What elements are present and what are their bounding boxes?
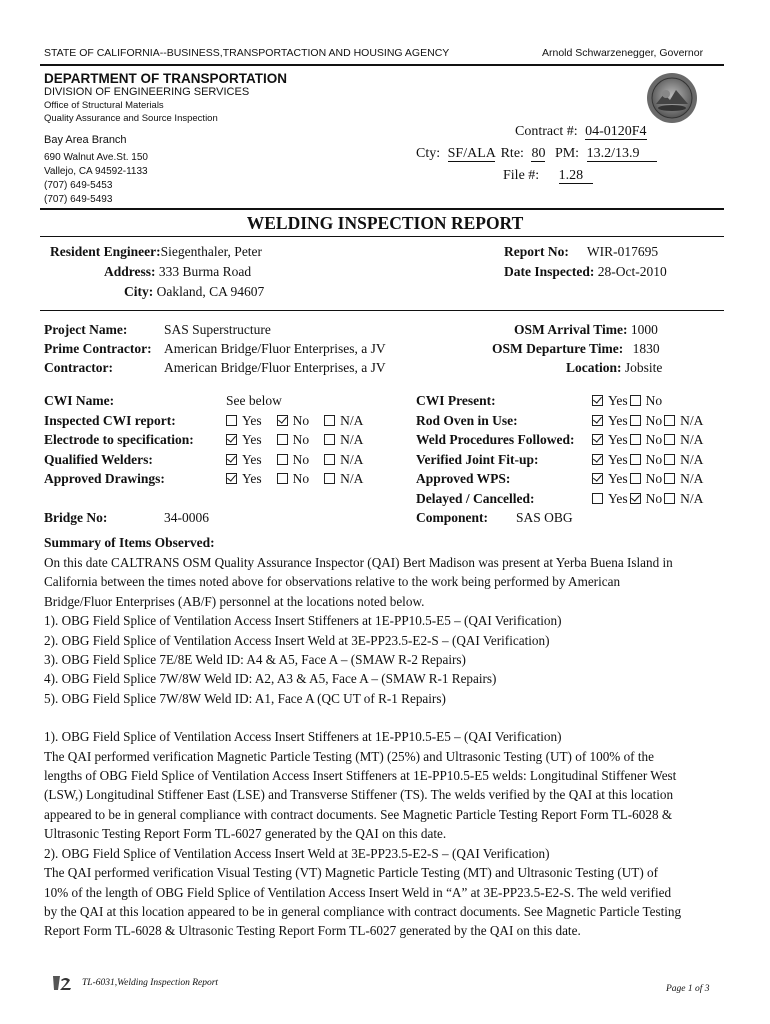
file-label: File #: [503, 168, 540, 183]
right-check-2-na-label: N/A [680, 432, 704, 447]
right-check-3-yes-checkbox[interactable] [592, 454, 603, 465]
left-check-1-na-checkbox[interactable] [324, 415, 335, 426]
prime-value: American Bridge/Fluor Enterprises, a JV [164, 341, 386, 356]
arrival-value: 1000 [630, 322, 658, 337]
file-value: 1.28 [559, 168, 594, 184]
city-value: Oakland, CA 94607 [156, 284, 265, 299]
right-check-3-yes-label: Yes [608, 451, 628, 467]
left-check-label-1: Inspected CWI report: [44, 412, 176, 428]
summary-item-4: 4). OBG Field Splice 7W/8W Weld ID: A2, A3 & A5, Face A – (SMAW R-1 Repairs) [44, 671, 497, 687]
left-check-label-0: CWI Name: [44, 393, 115, 408]
pm-label: PM: [554, 146, 580, 161]
left-check-2-yes-label: Yes [242, 432, 262, 447]
left-check-3-na-checkbox[interactable] [324, 454, 335, 465]
agency-line: STATE OF CALIFORNIA--BUSINESS,TRANSPORTACTION AND HOUSING AGENCY [44, 47, 450, 59]
file-row [503, 168, 593, 184]
contract-label: Contract #: [515, 124, 578, 139]
engineer-row [50, 244, 262, 260]
left-check-2-na-label: N/A [340, 432, 364, 447]
contractor-value: American Bridge/Fluor Enterprises, a JV [164, 360, 386, 375]
left-check-3-yes-label: Yes [242, 451, 262, 467]
location-value: Jobsite [624, 360, 663, 375]
rte-label: Rte: [500, 146, 524, 161]
left-check-3-no-label: No [292, 451, 310, 467]
arrival-label: OSM Arrival Time: [514, 322, 628, 337]
rte-value: 80 [531, 146, 546, 161]
left-check-label-2: Electrode to specification: [44, 432, 194, 447]
city-row [124, 284, 264, 300]
right-check-2-no-label: No [645, 432, 663, 447]
left-check-4-na-checkbox[interactable] [324, 473, 335, 484]
right-check-2-na-checkbox[interactable] [664, 434, 675, 445]
cty-label: Cty: [416, 146, 441, 161]
right-check-3-na-label: N/A [680, 451, 704, 467]
division-name: DIVISION OF ENGINEERING SERVICES [44, 86, 250, 98]
right-check-5-na-checkbox[interactable] [664, 493, 675, 504]
date-row [504, 264, 667, 280]
branch-phone-1: (707) 649-5453 [44, 180, 113, 191]
left-check-4-na-label: N/A [340, 471, 364, 486]
right-check-3-no-checkbox[interactable] [630, 454, 641, 465]
title-rule-bottom [40, 236, 724, 237]
page-number: Page 1 of 3 [666, 984, 710, 994]
summary-item-1: 1). OBG Field Splice of Ventilation Access Insert Stiffeners at 1E-PP10.5-E5 – (QAI Verification) [44, 613, 562, 629]
summary-heading: Summary of Items Observed: [44, 535, 215, 550]
qa-name: Quality Assurance and Source Inspection [44, 113, 218, 124]
right-check-2-yes-label: Yes [608, 432, 628, 447]
right-check-2-yes-checkbox[interactable] [592, 434, 603, 445]
summary-item-2: 2). OBG Field Splice of Ventilation Access Insert Weld at 3E-PP23.5-E2-S – (QAI Verification) [44, 632, 550, 648]
project-name-label: Project Name: [44, 322, 128, 337]
location-label: Location: [566, 360, 622, 375]
right-check-label-4: Approved WPS: [416, 471, 511, 486]
bridge-value: 34-0006 [164, 510, 209, 525]
detail-paragraph-1: The QAI performed verification Magnetic Particle Testing (MT) (25%) and Ultrasonic Testing (UT) of 100% of the lengths of OBG Field Splice of Ventilation Access Insert Stiffeners at 1E-PP10.5-E5 welds: Longitudinal Stiffener West (LSW,) Longitudinal Stiffener East (LSE) and Transverse Stiffener (TS). The welds verified by the QAI at this location appeared to be in general compliance with contract documents. See Magnetic Particle Testing Report Form TL-6028 & Ultrasonic Testing Report Form TL-6027 generated by the QAI on this date. [44, 748, 677, 842]
left-check-4-yes-checkbox[interactable] [226, 473, 237, 484]
right-check-1-options [592, 413, 703, 429]
right-check-4-na-checkbox[interactable] [664, 473, 675, 484]
component-value: SAS OBG [516, 510, 573, 525]
prime-label: Prime Contractor: [44, 341, 152, 356]
left-check-1-no-label: No [292, 412, 310, 428]
address-row [104, 264, 251, 280]
re-value: Siegenthaler, Peter [160, 244, 263, 259]
right-check-2-no-checkbox[interactable] [630, 434, 641, 445]
branch-address-1: 690 Walnut Ave.St. 150 [44, 152, 148, 163]
right-check-4-no-checkbox[interactable] [630, 473, 641, 484]
department-name: DEPARTMENT OF TRANSPORTATION [44, 71, 287, 86]
right-check-5-yes-checkbox[interactable] [592, 493, 603, 504]
left-check-2-no-checkbox[interactable] [277, 434, 288, 445]
project-name-value: SAS Superstructure [164, 322, 271, 337]
left-check-1-yes-checkbox[interactable] [226, 415, 237, 426]
branch-address-2: Vallejo, CA 94592-1133 [44, 166, 148, 177]
pm-value: 13.2/13.9 [587, 146, 658, 162]
right-check-2-options [592, 432, 703, 448]
left-check-2-na-checkbox[interactable] [324, 434, 335, 445]
right-check-5-no-label: No [645, 490, 663, 506]
right-check-1-no-checkbox[interactable] [630, 415, 641, 426]
contractor-label: Contractor: [44, 360, 113, 375]
city-label: City: [124, 284, 154, 299]
summary-item-3: 3). OBG Field Splice 7E/8E Weld ID: A4 & A5, Face A – (SMAW R-2 Repairs) [44, 652, 466, 668]
right-check-4-yes-checkbox[interactable] [592, 473, 603, 484]
form-name: TL-6031,Welding Inspection Report [82, 978, 219, 988]
left-check-1-na-label: N/A [340, 412, 364, 428]
departure-value: 1830 [632, 341, 660, 356]
right-check-label-0: CWI Present: [416, 393, 496, 408]
right-check-0-yes-checkbox[interactable] [592, 395, 603, 406]
contract-row [515, 124, 647, 140]
re-label: Resident Engineer: [50, 244, 161, 259]
report-no-label: Report No: [504, 244, 569, 259]
right-check-3-no-label: No [645, 451, 663, 467]
right-check-1-yes-label: Yes [608, 412, 628, 428]
left-check-4-no-checkbox[interactable] [277, 473, 288, 484]
right-check-4-yes-label: Yes [608, 471, 628, 486]
component-label: Component: [416, 510, 489, 525]
right-check-label-1: Rod Oven in Use: [416, 412, 518, 428]
left-check-3-yes-checkbox[interactable] [226, 454, 237, 465]
right-check-4-na-label: N/A [680, 471, 704, 486]
bridge-label: Bridge No: [44, 510, 108, 525]
section-rule [40, 310, 724, 311]
right-check-label-2: Weld Procedures Followed: [416, 432, 575, 447]
right-check-0-no-label: No [645, 393, 663, 408]
report-no-value: WIR-017695 [586, 244, 659, 259]
left-check-2-yes-checkbox[interactable] [226, 434, 237, 445]
arrival-row [514, 322, 658, 338]
right-check-1-na-label: N/A [680, 412, 704, 428]
right-check-5-yes-label: Yes [608, 490, 628, 506]
date-value: 28-Oct-2010 [597, 264, 667, 279]
top-rule [40, 64, 724, 66]
left-check-1-yes-label: Yes [242, 412, 262, 428]
summary-item-5: 5). OBG Field Splice 7W/8W Weld ID: A1, Face A (QC UT of R-1 Repairs) [44, 690, 446, 706]
location-row [566, 360, 662, 376]
left-check-label-3: Qualified Welders: [44, 451, 153, 467]
left-check-3-options [226, 452, 363, 468]
right-check-3-na-checkbox[interactable] [664, 454, 675, 465]
left-check-4-options [226, 471, 363, 487]
caltrans-logo-icon [50, 972, 74, 992]
right-check-5-no-checkbox[interactable] [630, 493, 641, 504]
left-check-4-no-label: No [292, 471, 310, 486]
departure-row [492, 341, 660, 357]
report-title: WELDING INSPECTION REPORT [246, 213, 524, 233]
address-value: 333 Burma Road [158, 264, 252, 279]
summary-spacer [44, 708, 684, 727]
detail-paragraph-2: The QAI performed verification Visual Testing (VT) Magnetic Particle Testing (MT) and Ultrasonic Testing (UT) of 10% of the length of OBG Field Splice of Ventilation Access Insert Weld in “A” at 3E-PP23.5-E2-S. The weld verified by the QAI at this location appeared to be in general compliance with contract documents. See Magnetic Particle Testing Report Form TL-6028 & Ultrasonic Testing Report Form TL-6027 generated by the QAI on this date. [44, 865, 682, 939]
right-check-5-options [592, 491, 703, 507]
cwi-name-value: See below [226, 393, 282, 408]
address-label: Address: [104, 264, 156, 279]
right-check-0-no-checkbox[interactable] [630, 395, 641, 406]
state-seal-icon [646, 72, 698, 124]
title-rule-top [40, 208, 724, 210]
right-check-4-no-label: No [645, 471, 663, 486]
governor-line: Arnold Schwarzenegger, Governor [542, 47, 704, 59]
route-row [416, 146, 657, 162]
cty-value: SF/ALA [447, 146, 496, 161]
office-name: Office of Structural Materials [44, 100, 164, 111]
left-check-3-no-checkbox[interactable] [277, 454, 288, 465]
left-check-label-4: Approved Drawings: [44, 471, 165, 486]
right-check-0-yes-label: Yes [608, 393, 628, 408]
right-check-0-options [592, 393, 662, 409]
left-check-2-options [226, 432, 363, 448]
left-check-1-options [226, 413, 363, 429]
left-check-4-yes-label: Yes [242, 471, 262, 486]
right-check-label-5: Delayed / Cancelled: [416, 490, 535, 506]
right-check-3-options [592, 452, 703, 468]
right-check-1-na-checkbox[interactable] [664, 415, 675, 426]
left-check-3-na-label: N/A [340, 451, 364, 467]
departure-label: OSM Departure Time: [492, 341, 624, 356]
detail-heading-2: 2). OBG Field Splice of Ventilation Access Insert Weld at 3E-PP23.5-E2-S – (QAI Verification) [44, 845, 550, 861]
branch-phone-2: (707) 649-5493 [44, 194, 113, 205]
date-label: Date Inspected: [504, 264, 595, 279]
contract-value: 04-0120F4 [585, 124, 647, 139]
branch-name: Bay Area Branch [44, 134, 127, 146]
right-check-5-na-label: N/A [680, 490, 704, 506]
right-check-4-options [592, 471, 703, 487]
detail-heading-1: 1). OBG Field Splice of Ventilation Access Insert Stiffeners at 1E-PP10.5-E5 – (QAI Verification) [44, 729, 562, 745]
left-check-2-no-label: No [292, 432, 310, 447]
right-check-label-3: Verified Joint Fit-up: [416, 451, 539, 467]
right-check-1-yes-checkbox[interactable] [592, 415, 603, 426]
report-no-row [504, 244, 658, 260]
right-check-1-no-label: No [645, 412, 663, 428]
summary-intro: On this date CALTRANS OSM Quality Assurance Inspector (QAI) Bert Madison was present at Yerba Buena Island in California between the times noted above for observations relative to the work being performed by American Bridge/Fluor Enterprises (AB/F) personnel at the locations noted below. [44, 555, 673, 609]
summary-body [44, 553, 684, 941]
left-check-1-no-checkbox[interactable] [277, 415, 288, 426]
